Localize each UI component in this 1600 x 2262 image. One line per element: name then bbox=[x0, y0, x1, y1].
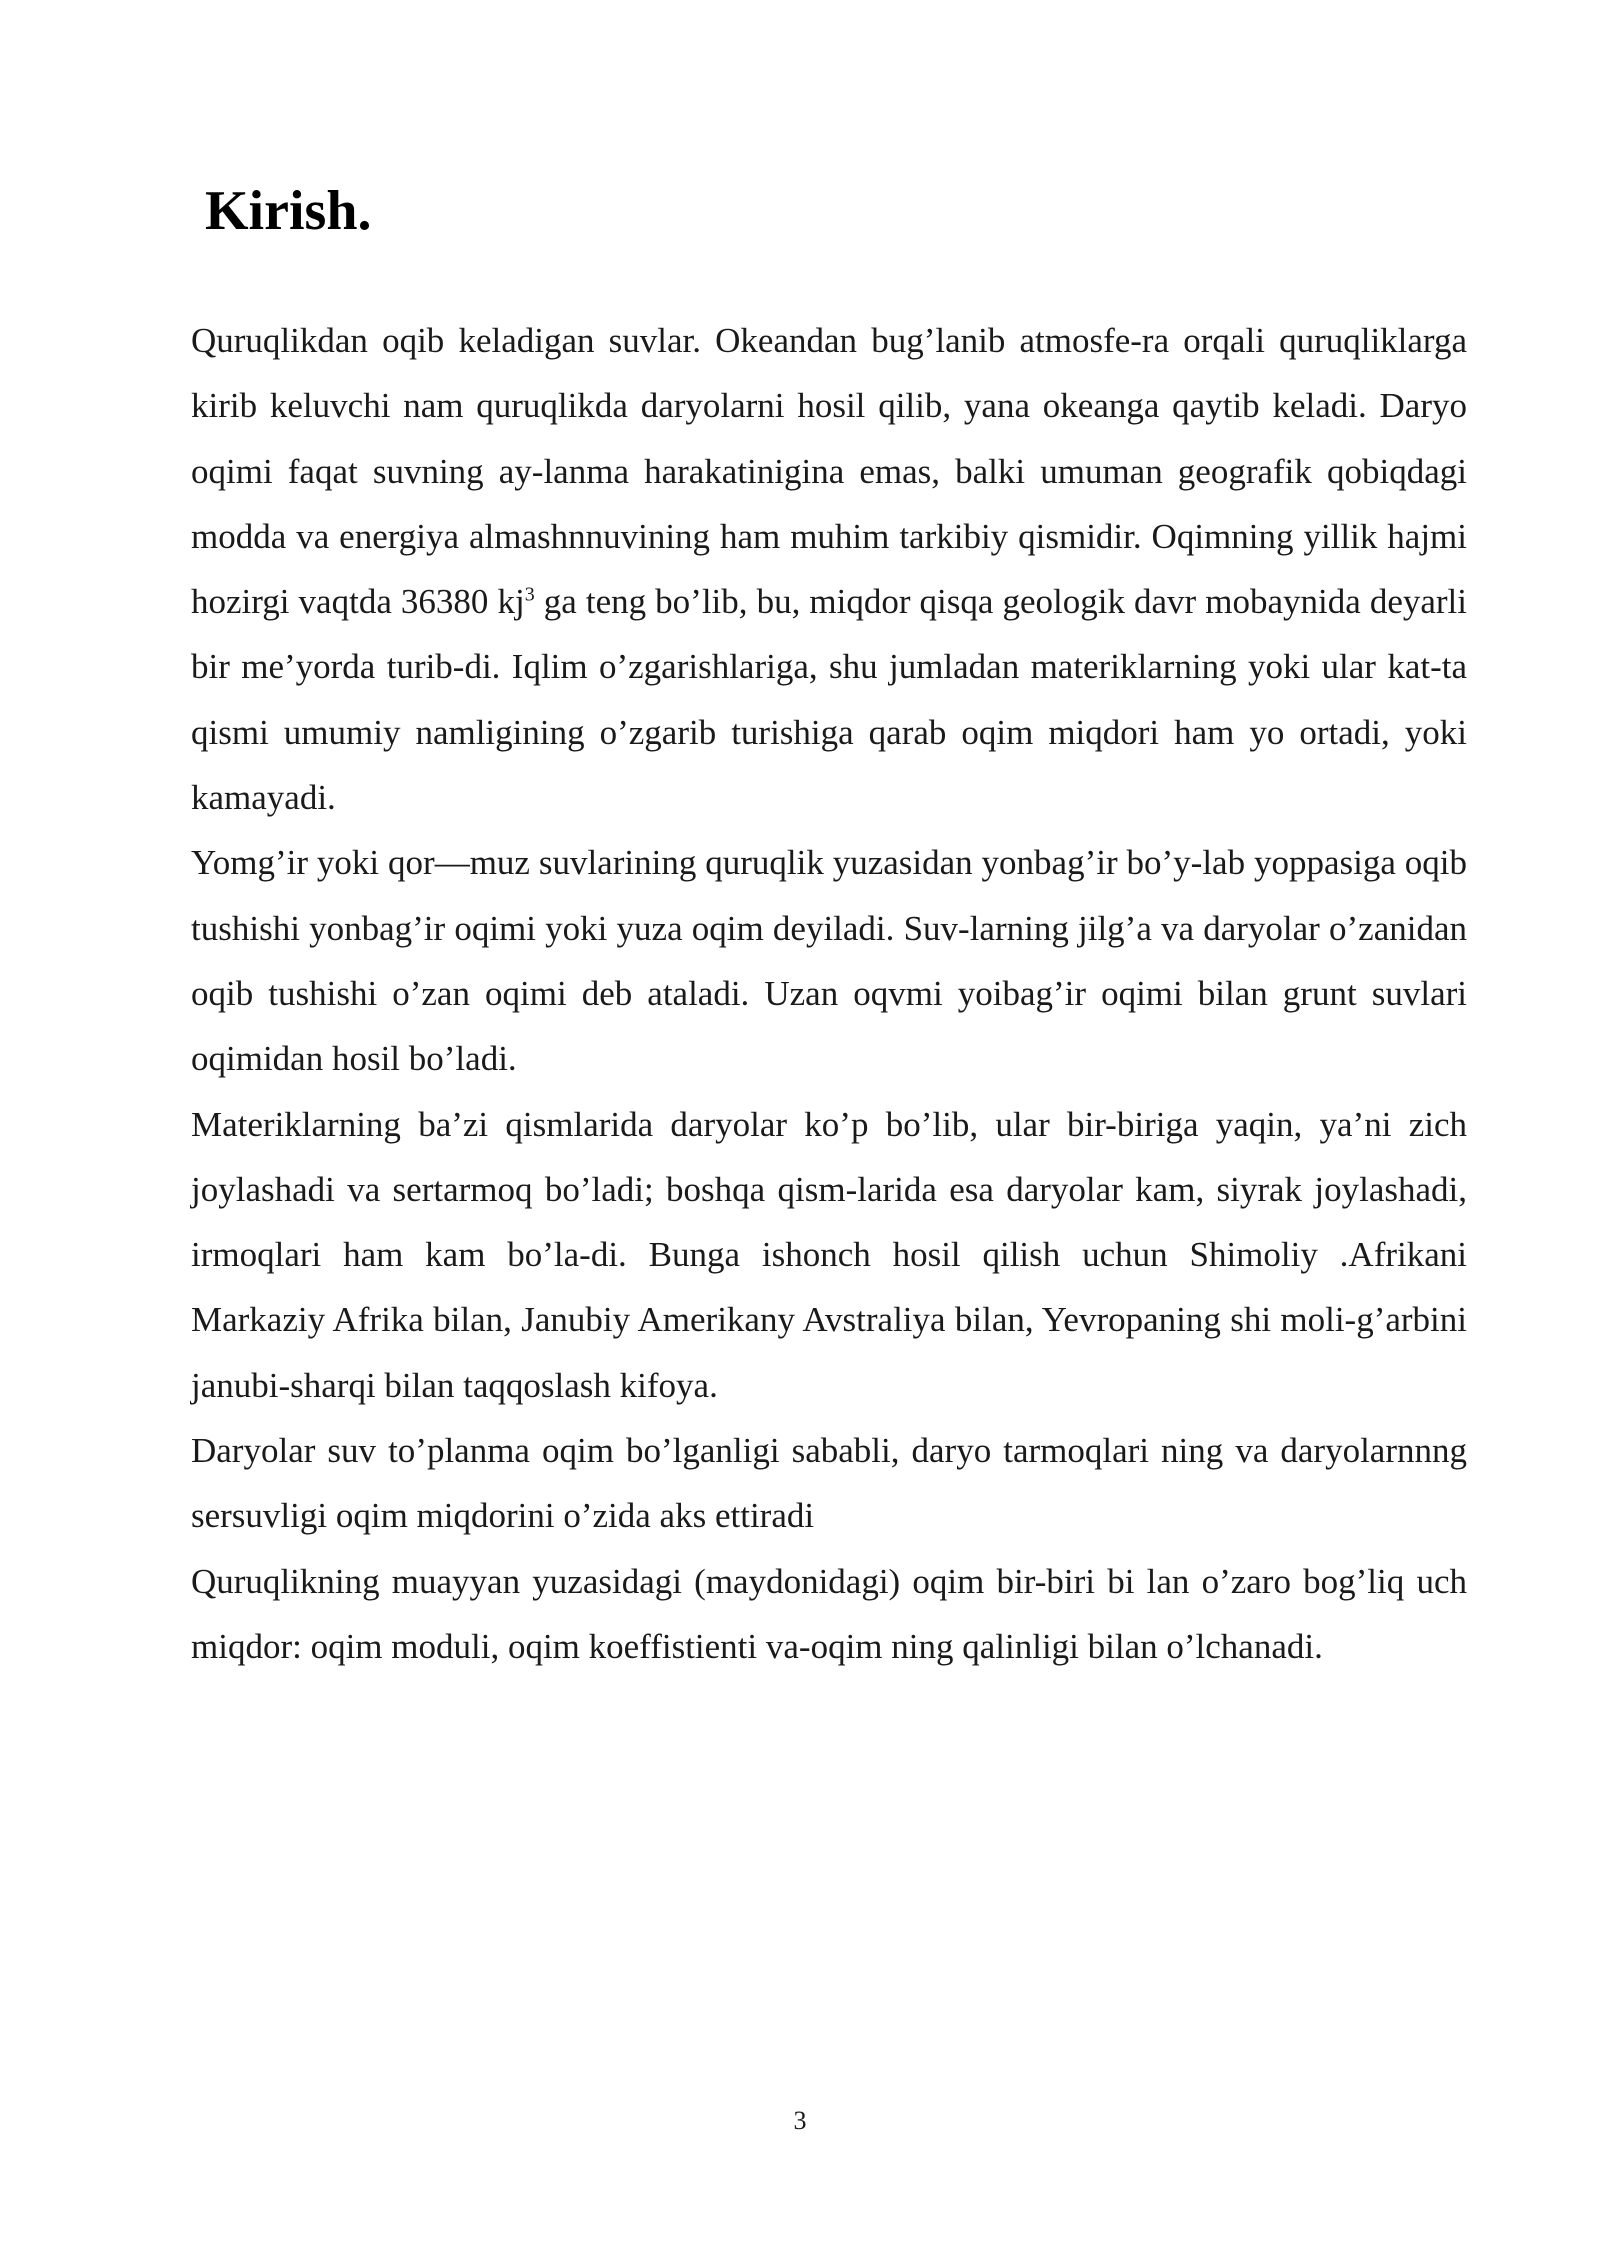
page-title: Kirish. bbox=[205, 180, 372, 242]
superscript-exponent: 3 bbox=[524, 583, 535, 606]
paragraph-5: Quruqlikning muayyan yuzasidagi (maydonidagi) oqim bir-biri bi lan o’zaro bog’liq uch miqdor: oqim moduli, oqim koeffistienti va-oqim ning qalinligi bilan o’lchanadi. bbox=[191, 1561, 1467, 1666]
document-body bbox=[191, 308, 1467, 1679]
page-number: 3 bbox=[793, 2106, 807, 2135]
paragraph-1-text: Quruqlikdan oqib keladigan suvlar. Okeandan bug’lanib atmosfe-ra orqali quruqliklarga kirib keluvchi nam quruqlikda daryolarni hosil qilib, yana okeanga qaytib keladi. Daryo oqimi faqat suvning ay-lanma harakatinigina emas, balki umuman geografik qobiqdagi modda va energiya almashnnuvining ham muhim tarkibiy qismidir. Oqimning yillik hajmi hozirgi vaqtda 36380 kj bbox=[191, 321, 1467, 622]
paragraph-4: Daryolar suv to’planma oqim bo’lganligi sababli, daryo tarmoqlari ning va daryolarnnng sersuvligi oqim miqdorini o’zida aks ettiradi bbox=[191, 1431, 1467, 1536]
paragraph-2: Yomg’ir yoki qor—muz suvlarining quruqlik yuzasidan yonbag’ir bo’y-lab yoppasiga oqib tushishi yonbag’ir oqimi yoki yuza oqim deyiladi. Suv-larning jilg’a va daryolar o’zanidan oqib tushishi o’zan oqimi deb ataladi. Uzan oqvmi yoibag’ir oqimi bilan grunt suvlari oqimidan hosil bo’ladi. bbox=[191, 843, 1467, 1079]
paragraph-1 bbox=[191, 308, 1467, 830]
paragraph-3: Materiklarning ba’zi qismlarida daryolar ko’p bo’lib, ular bir-biriga yaqin, ya’ni zich joylashadi va sertarmoq bo’ladi; boshqa qism-larida esa daryolar kam, siyrak joylashadi, irmoqlari ham kam bo’la-di. Bunga ishonch hosil qilish uchun Shimoliy .Afrikani Markaziy Afrika bilan, Janubiy Amerikany Avstraliya bilan, Yevropaning shi moli-g’arbini janubi-sharqi bilan taqqoslash kifoya. bbox=[191, 1104, 1467, 1405]
paragraph-1-text-continued: ga teng bo’lib, bu, miqdor qisqa geologik davr mobaynida deyarli bir me’yorda turib-di. Iqlim o’zgarishlariga, shu jumladan materiklarning yoki ular kat-ta qismi umumiy namligining o’zgarib turishiga qarab oqim miqdori ham yo ortadi, yoki kamayadi. bbox=[191, 582, 1467, 818]
